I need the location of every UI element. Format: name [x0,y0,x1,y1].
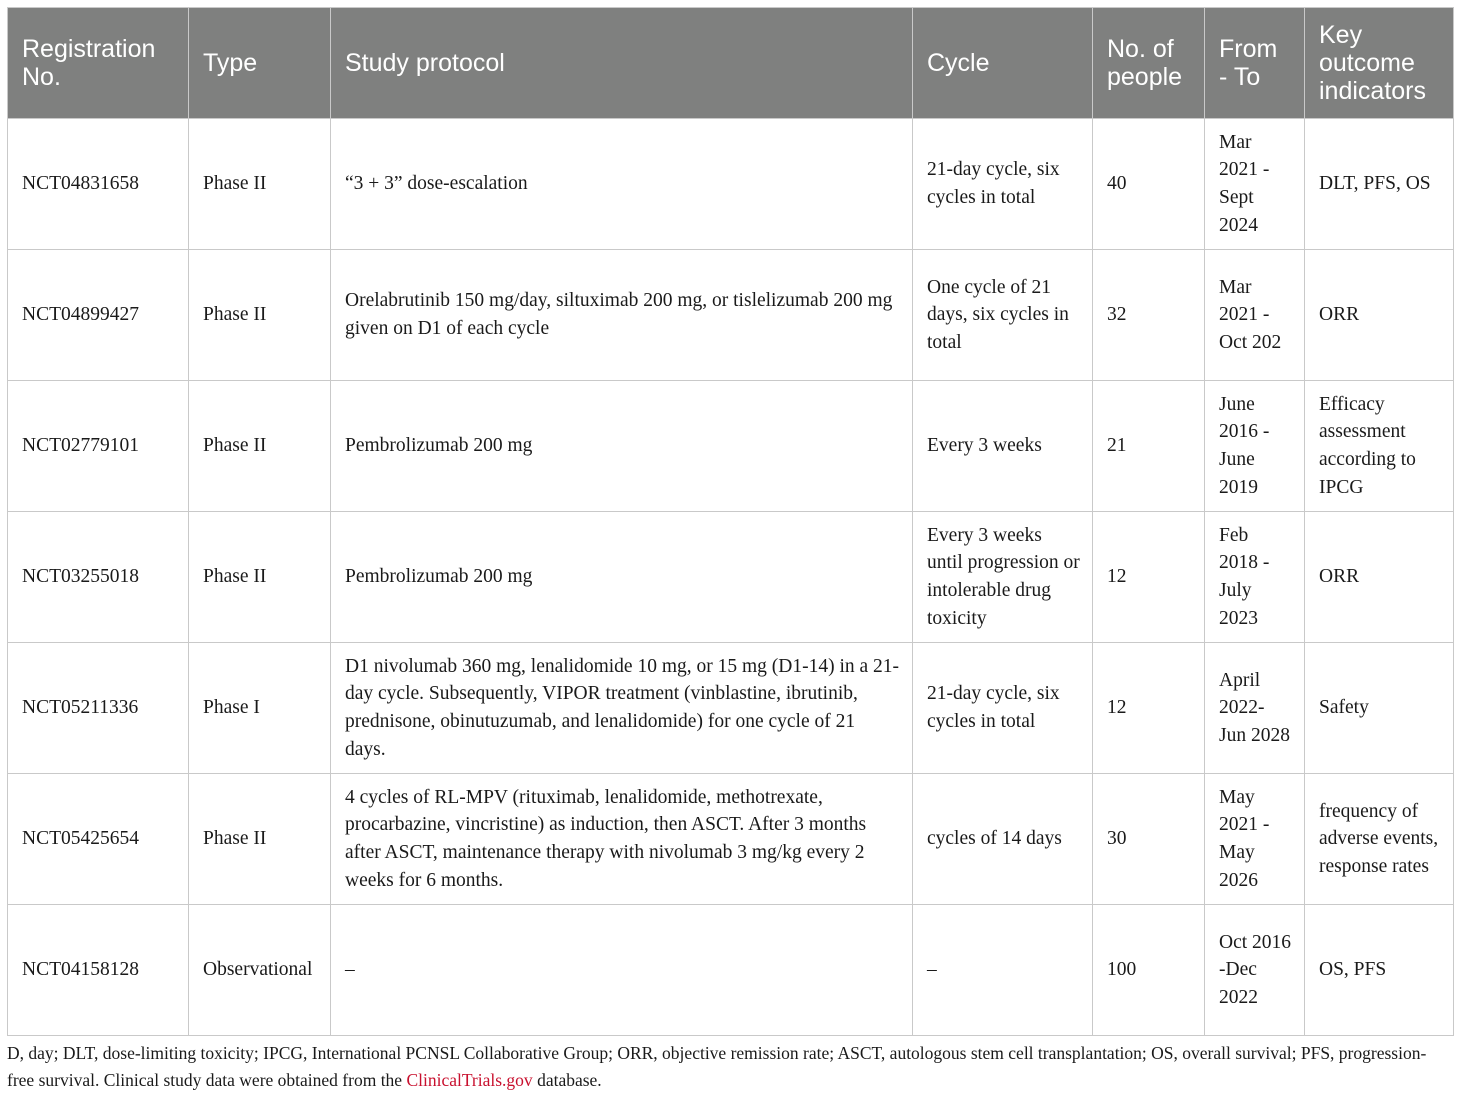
table-footnote [7,1040,1453,1094]
cell-registration-no: NCT04831658 [8,119,189,250]
cell-from-to: June 2016 -June 2019 [1205,381,1305,512]
cell-type: Phase II [189,512,331,643]
cell-key-outcome: DLT, PFS, OS [1305,119,1454,250]
cell-from-to: Feb 2018 -July 2023 [1205,512,1305,643]
table-row [8,119,1454,250]
clinical-trials-table [7,7,1454,1036]
cell-study-protocol: “3 + 3” dose-escalation [331,119,913,250]
table-row [8,774,1454,905]
cell-from-to: Oct 2016 -Dec 2022 [1205,905,1305,1036]
cell-registration-no: NCT05211336 [8,643,189,774]
cell-cycle: 21-day cycle, six cycles in total [913,119,1093,250]
cell-key-outcome: frequency of adverse events, response rates [1305,774,1454,905]
table-row [8,512,1454,643]
cell-from-to: April 2022- Jun 2028 [1205,643,1305,774]
clinicaltrials-link[interactable]: ClinicalTrials.gov [406,1070,533,1090]
table-row [8,905,1454,1036]
cell-registration-no: NCT02779101 [8,381,189,512]
cell-cycle: cycles of 14 days [913,774,1093,905]
cell-study-protocol: – [331,905,913,1036]
cell-type: Observational [189,905,331,1036]
cell-from-to: May 2021 -May 2026 [1205,774,1305,905]
cell-study-protocol: Pembrolizumab 200 mg [331,381,913,512]
header-no-of-people: No. of people [1093,8,1205,119]
header-key-outcome-indicators: Key outcome indicators [1305,8,1454,119]
cell-no-of-people: 100 [1093,905,1205,1036]
cell-type: Phase I [189,643,331,774]
table-container [7,7,1453,1094]
header-from-to: From - To [1205,8,1305,119]
header-type: Type [189,8,331,119]
cell-cycle: 21-day cycle, six cycles in total [913,643,1093,774]
header-registration-no: Registration No. [8,8,189,119]
cell-type: Phase II [189,250,331,381]
cell-key-outcome: Efficacy assessment according to IPCG [1305,381,1454,512]
header-cycle: Cycle [913,8,1093,119]
cell-no-of-people: 30 [1093,774,1205,905]
cell-key-outcome: OS, PFS [1305,905,1454,1036]
cell-from-to: Mar 2021 -Oct 202 [1205,250,1305,381]
header-row [8,8,1454,119]
table-row [8,381,1454,512]
cell-study-protocol: Orelabrutinib 150 mg/day, siltuximab 200 mg, or tislelizumab 200 mg given on D1 of each cycle [331,250,913,381]
cell-key-outcome: ORR [1305,250,1454,381]
cell-no-of-people: 12 [1093,643,1205,774]
cell-cycle: Every 3 weeks until progression or intolerable drug toxicity [913,512,1093,643]
cell-type: Phase II [189,774,331,905]
table-row [8,643,1454,774]
footnote-text-end: database. [532,1070,602,1090]
cell-no-of-people: 32 [1093,250,1205,381]
cell-cycle: Every 3 weeks [913,381,1093,512]
cell-from-to: Mar 2021 -Sept 2024 [1205,119,1305,250]
cell-key-outcome: Safety [1305,643,1454,774]
cell-registration-no: NCT05425654 [8,774,189,905]
cell-no-of-people: 12 [1093,512,1205,643]
cell-study-protocol: D1 nivolumab 360 mg, lenalidomide 10 mg, or 15 mg (D1-14) in a 21-day cycle. Subsequently, VIPOR treatment (vinblastine, ibrutinib, prednisone, obinutuzumab, and lenalidomide) for one cycle of 21 days. [331,643,913,774]
cell-study-protocol: Pembrolizumab 200 mg [331,512,913,643]
cell-cycle: – [913,905,1093,1036]
cell-registration-no: NCT04158128 [8,905,189,1036]
footnote-text: D, day; DLT, dose-limiting toxicity; IPCG, International PCNSL Collaborative Group; ORR, objective remission rate; ASCT, autologous stem cell transplantation; OS, overall survival; PFS, progression-free survival. Clinical study data were obtained from the [7,1043,1427,1090]
cell-no-of-people: 21 [1093,381,1205,512]
cell-study-protocol: 4 cycles of RL-MPV (rituximab, lenalidomide, methotrexate, procarbazine, vincristine) as induction, then ASCT. After 3 months after ASCT, maintenance therapy with nivolumab 3 mg/kg every 2 weeks for 6 months. [331,774,913,905]
table-row [8,250,1454,381]
cell-cycle: One cycle of 21 days, six cycles in total [913,250,1093,381]
cell-registration-no: NCT04899427 [8,250,189,381]
cell-registration-no: NCT03255018 [8,512,189,643]
cell-key-outcome: ORR [1305,512,1454,643]
header-study-protocol: Study protocol [331,8,913,119]
cell-no-of-people: 40 [1093,119,1205,250]
cell-type: Phase II [189,381,331,512]
cell-type: Phase II [189,119,331,250]
